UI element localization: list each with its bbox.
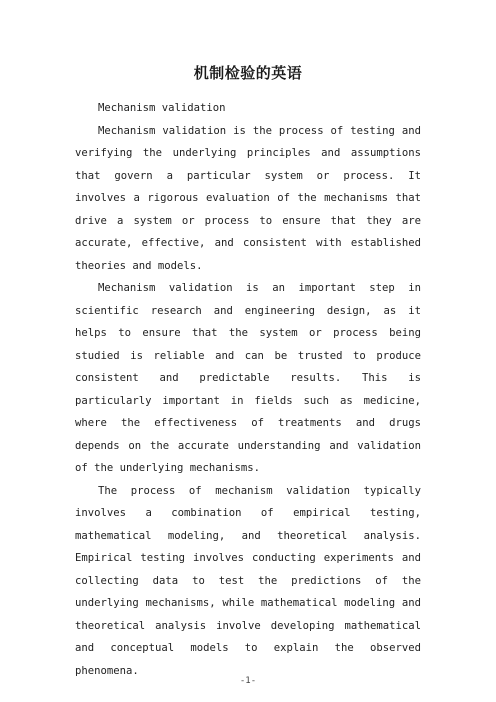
paragraph-1: Mechanism validation is the process of testing and verifying the underlying principles and assumptions that govern a particular system or process. It involves a rigorous evaluation of the mechanisms that drive a system or process to ensure that they are accurate, effective, and consistent with established theories and models. <box>75 124 421 272</box>
document-title: 机制检验的英语 <box>193 64 303 82</box>
document-body <box>75 97 421 682</box>
paragraph-3: The process of mechanism validation typically involves a combination of empirical testing, mathematical modeling, and theoretical analysis. Empirical testing involves conducting experiments and collecting data to test the predictions of the underlying mechanisms, while mathematical modeling and theoretical analysis involve developing mathematical and conceptual models to explain the observed phenomena. <box>75 484 421 677</box>
paragraph-2: Mechanism validation is an important step in scientific research and engineering design, as it helps to ensure that the system or process being studied is reliable and can be trusted to produce consistent and predictable results. This is particularly important in fields such as medicine, where the effectiveness of treatments and drugs depends on the accurate understanding and validation of the underlying mechanisms. <box>75 282 421 474</box>
section-heading: Mechanism validation <box>98 102 226 114</box>
page-number: -1- <box>239 676 257 686</box>
